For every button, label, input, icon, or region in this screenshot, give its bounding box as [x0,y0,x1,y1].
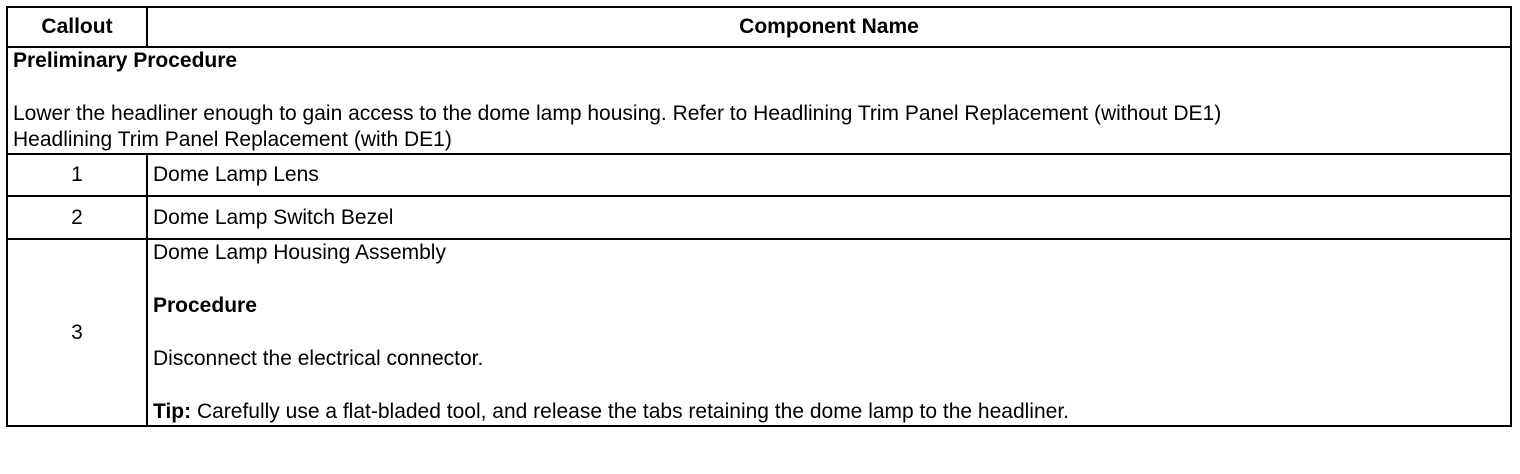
callout-cell: 1 [7,154,147,196]
callout-cell: 3 [7,239,147,426]
table-row [7,154,1511,196]
procedure-sheet [6,6,1510,427]
callout-cell: 2 [7,196,147,239]
preliminary-heading: Preliminary Procedure [13,49,238,72]
table-row [7,196,1511,239]
tip-text: Carefully use a flat-bladed tool, and release the tabs retaining the dome lamp to the headliner. [191,400,1069,423]
preliminary-row [7,47,1511,154]
header-component-name: Component Name [147,7,1511,47]
preliminary-text-line1: Lower the headliner enough to gain access to the dome lamp housing. Refer to Headlining Trim Panel Replacement (without DE1) [13,102,1222,125]
preliminary-cell [7,47,1511,154]
header-row [7,7,1511,47]
tip [153,399,1505,425]
component-name-cell: Dome Lamp Lens [147,154,1511,196]
component-name: Dome Lamp Housing Assembly [153,241,446,264]
component-name-cell [147,239,1511,426]
preliminary-text [13,101,1505,153]
preliminary-text-line2: Headlining Trim Panel Replacement (with DE1) [13,128,452,151]
component-table [6,6,1512,427]
component-name-cell: Dome Lamp Switch Bezel [147,196,1511,239]
tip-label: Tip: [153,400,192,423]
table-row [7,239,1511,426]
procedure-step: Disconnect the electrical connector. [153,347,484,370]
header-callout: Callout [7,7,147,47]
procedure-heading: Procedure [153,294,257,317]
